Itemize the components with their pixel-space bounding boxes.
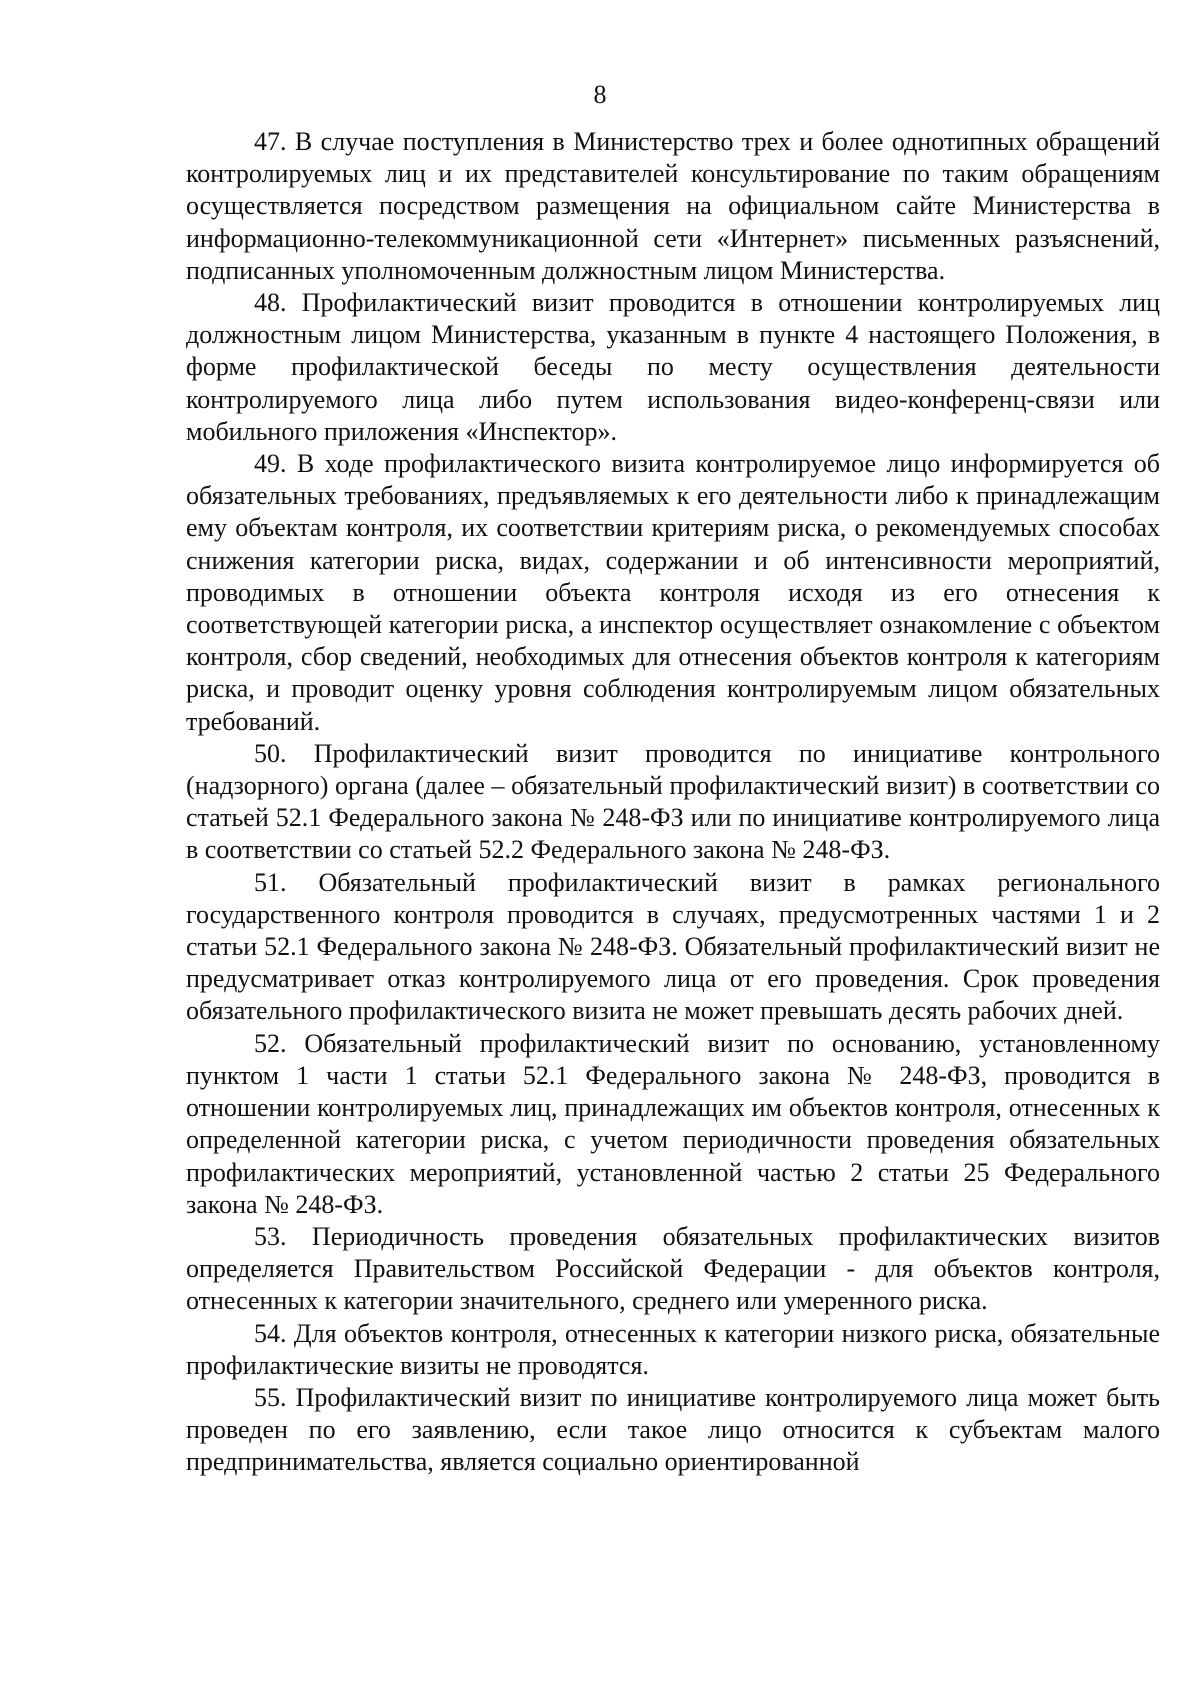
document-body <box>186 126 1160 1479</box>
paragraph-55: 55. Профилактический визит по инициативе контролируемого лица может быть проведен по его заявлению, если такое лицо относится к субъектам малого предпринимательства, является социально ориентированной <box>186 1382 1160 1477</box>
paragraph-51: 51. Обязательный профилактический визит в рамках регионального государственного контроля проводится в случаях, предусмотренных частями 1 и 2 статьи 52.1 Федерального закона № 248-ФЗ. Обязательный профилактический визит не предусматривает отказ контролируемого лица от его проведения. Срок проведения обязательного профилактического визита не может превышать десять рабочих дней. <box>186 867 1160 1026</box>
paragraph-50: 50. Профилактический визит проводится по инициативе контрольного (надзорного) органа (далее – обязательный профилактический визит) в соответствии со статьей 52.1 Федерального закона № 248-ФЗ или по инициативе контролируемого лица в соответствии со статьей 52.2 Федерального закона № 248-ФЗ. <box>186 738 1160 865</box>
paragraph-49: 49. В ходе профилактического визита контролируемое лицо информируется об обязательных требованиях, предъявляемых к его деятельности либо к принадлежащим ему объектам контроля, их соответствии критериям риска, о рекомендуемых способах снижения категории риска, видах, содержании и об интенсивности мероприятий, проводимых в отношении объекта контроля исходя из его отнесения к соответствующей категории риска, а инспектор осуществляет ознакомление с объектом контроля, сбор сведений, необходимых для отнесения объектов контроля к категориям риска, и проводит оценку уровня соблюдения контролируемым лицом обязательных требований. <box>186 449 1160 736</box>
paragraph-54: 54. Для объектов контроля, отнесенных к категории низкого риска, обязательные профилактические визиты не проводятся. <box>186 1318 1160 1380</box>
paragraph-52: 52. Обязательный профилактический визит по основанию, установленному пунктом 1 части 1 статьи 52.1 Федерального закона № 248-ФЗ, проводится в отношении контролируемых лиц, принадлежащих им объектов контроля, отнесенных к определенной категории риска, с учетом периодичности проведения обязательных профилактических мероприятий, установленной частью 2 статьи 25 Федерального закона № 248-ФЗ. <box>186 1028 1160 1219</box>
paragraph-53: 53. Периодичность проведения обязательных профилактических визитов определяется Правительством Российской Федерации - для объектов контроля, отнесенных к категории значительного, среднего или умеренного риска. <box>186 1221 1160 1316</box>
paragraph-47: 47. В случае поступления в Министерство трех и более однотипных обращений контролируемых лиц и их представителей консультирование по таким обращениям осуществляется посредством размещения на официальном сайте Министерства в информационно-телекоммуникационной сети «Интернет» письменных разъяснений, подписанных уполномоченным должностным лицом Министерства. <box>186 127 1160 285</box>
page-number: 8 <box>593 80 607 109</box>
paragraph-48: 48. Профилактический визит проводится в отношении контролируемых лиц должностным лицом Министерства, указанным в пункте 4 настоящего Положения, в форме профилактической беседы по месту осуществления деятельности контролируемого лица либо путем использования видео-конференц-связи или мобильного приложения «Инспектор». <box>186 288 1160 446</box>
